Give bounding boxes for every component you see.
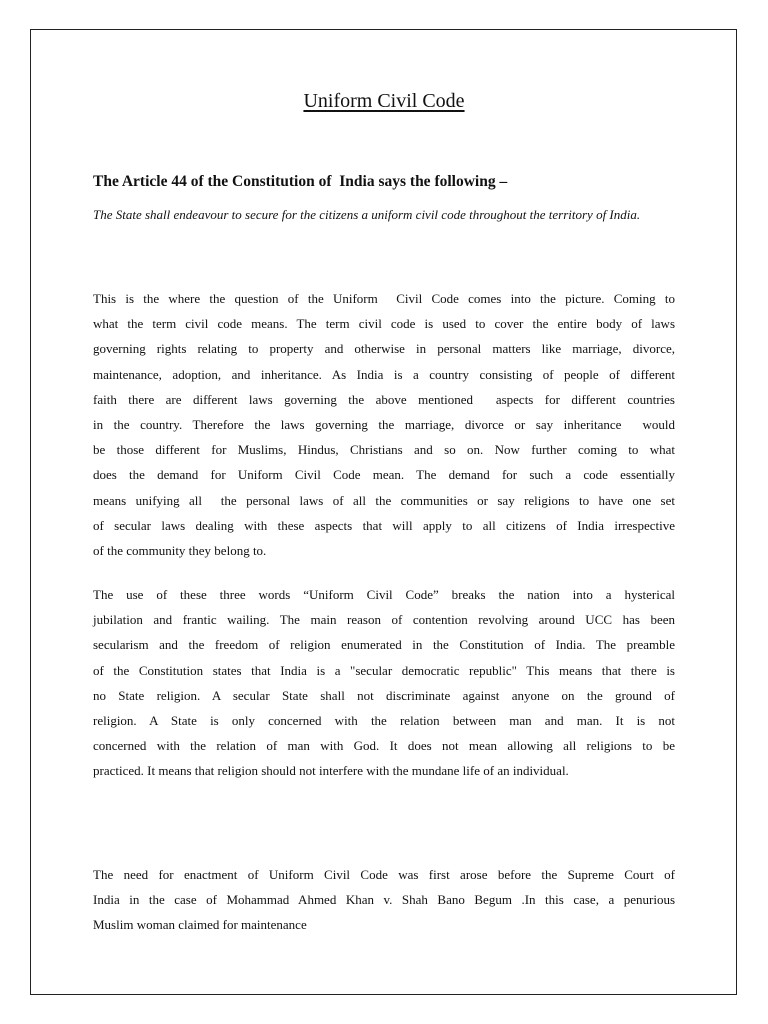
- paragraph-3: [93, 862, 675, 938]
- paragraph-line: maintenance, adoption, and inheritance. As India is a country consisting of people of different: [93, 366, 675, 382]
- article-quote: The State shall endeavour to secure for the citizens a uniform civil code throughout the territory of India.: [93, 207, 641, 222]
- paragraph-line: practiced. It means that religion should not interfere with the mundane life of an individual.: [93, 763, 569, 779]
- paragraph-line: governing rights relating to property and otherwise in personal matters like marriage, divorce,: [93, 341, 675, 357]
- paragraph-line: secularism and the freedom of religion enumerated in the Constitution of India. The preamble: [93, 637, 675, 653]
- paragraph-1: [93, 286, 675, 563]
- paragraph-line: of the Constitution states that India is a "secular democratic republic" This means that there is: [93, 662, 675, 678]
- paragraph-line: in the country. Therefore the laws governing the marriage, divorce or say inheritance would: [93, 417, 675, 433]
- paragraph-line: no State religion. A secular State shall not discriminate against anyone on the ground of: [93, 687, 675, 703]
- paragraph-line: be those different for Muslims, Hindus, Christians and so on. Now further coming to what: [93, 442, 675, 458]
- paragraph-line: of secular laws dealing with these aspects that will apply to all citizens of India irrespective: [93, 517, 675, 533]
- paragraph-line: India in the case of Mohammad Ahmed Khan v. Shah Bano Begum .In this case, a penurious: [93, 892, 675, 908]
- paragraph-line: Muslim woman claimed for maintenance: [93, 917, 307, 933]
- paragraph-line: This is the where the question of the Uniform Civil Code comes into the picture. Coming to: [93, 291, 675, 306]
- paragraph-line: means unifying all the personal laws of all the communities or say religions to have one set: [93, 492, 675, 508]
- article-heading: The Article 44 of the Constitution of India says the following –: [93, 173, 508, 190]
- paragraph-line: what the term civil code means. The term civil code is used to cover the entire body of laws: [93, 316, 675, 332]
- paragraph-line: The need for enactment of Uniform Civil Code was first arose before the Supreme Court of: [93, 867, 675, 882]
- paragraph-line: religion. A State is only concerned with the relation between man and man. It is not: [93, 713, 675, 729]
- paragraph-line: does the demand for Uniform Civil Code mean. The demand for such a code essentially: [93, 467, 675, 483]
- paragraph-line: jubilation and frantic wailing. The main reason of contention revolving around UCC has been: [93, 612, 675, 628]
- document-title: Uniform Civil Code: [303, 90, 465, 112]
- paragraph-line: of the community they belong to.: [93, 543, 267, 559]
- paragraph-line: concerned with the relation of man with God. It does not mean allowing all religions to be: [93, 738, 675, 754]
- paragraph-line: The use of these three words “Uniform Civil Code” breaks the nation into a hysterical: [93, 587, 675, 602]
- paragraph-2: [93, 582, 675, 784]
- paragraph-line: faith there are different laws governing the above mentioned aspects for different countries: [93, 391, 675, 407]
